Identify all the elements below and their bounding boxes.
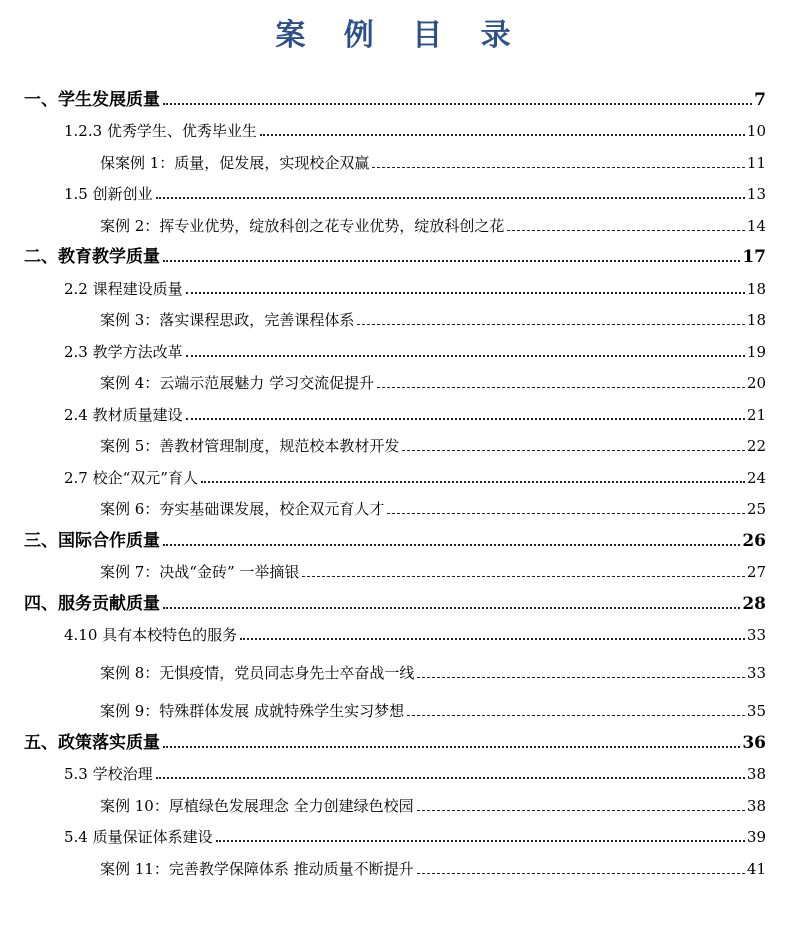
toc-entry-label: 案例 8：无惧疫情，党员同志身先士卒奋战一线 [100,664,415,682]
toc-entry-label: 案例 7：决战“金砖” 一举摘银 [100,563,300,581]
toc-entry-label: 案例 3：落实课程思政，完善课程体系 [100,311,355,329]
toc-page-number: 11 [746,153,766,172]
toc-leader [417,677,745,678]
toc-section-entry[interactable] [20,267,766,299]
toc-section-entry[interactable] [20,173,766,205]
toc-entry-label: 案例 10：厚植绿色发展理念 全力创建绿色校园 [100,796,414,815]
toc-entry-label: 案例 9：特殊群体发展 成就特殊学生实习梦想 [100,702,405,720]
toc-leader [156,777,745,779]
toc-entry-label: 1.2.3 优秀学生、优秀毕业生 [64,122,257,140]
toc-chapter-entry[interactable] [20,519,766,551]
toc-entry-label: 4.10 具有本校特色的服务 [64,626,238,644]
toc-leader [201,481,745,483]
toc-entry-label: 2.2 课程建设质量 [64,279,183,298]
toc-page-number: 21 [746,405,766,424]
toc-leader [186,355,745,357]
toc-page-number: 33 [746,626,766,644]
toc-page-number: 7 [754,89,766,110]
page-title: 案 例 目 录 [275,18,525,53]
toc-section-entry[interactable] [20,110,766,142]
toc-page-number: 10 [746,122,766,140]
toc-case-entry[interactable] [20,683,766,721]
toc-leader [163,746,740,748]
toc-case-entry[interactable] [20,847,766,879]
toc-leader [357,324,745,325]
toc-case-entry[interactable] [20,784,766,816]
toc-section-entry[interactable] [20,753,766,785]
toc-entry-label: 五、政策落实质量 [24,732,160,753]
toc-entry-label: 保案例 1：质量，促发展，实现校企双赢 [100,153,370,172]
toc-entry-label: 1.5 创新创业 [64,185,153,203]
toc-leader [372,167,745,168]
toc-page-number: 24 [746,468,766,487]
table-of-contents [20,78,766,879]
toc-entry-label: 5.3 学校治理 [64,765,153,783]
toc-page-number: 39 [746,828,766,846]
toc-page-number: 38 [746,796,766,815]
toc-chapter-entry[interactable] [20,78,766,110]
toc-entry-label: 5.4 质量保证体系建设 [64,828,213,846]
toc-page-number: 18 [746,279,766,298]
toc-page-number: 13 [746,185,766,203]
toc-section-entry[interactable] [20,816,766,848]
toc-page-number: 14 [746,216,766,235]
toc-entry-label: 一、学生发展质量 [24,89,160,110]
toc-page-number: 20 [746,374,766,392]
toc-page-number: 25 [746,500,766,518]
toc-leader [402,450,745,451]
toc-page-number: 41 [746,859,766,878]
toc-entry-label: 案例 11：完善教学保障体系 推动质量不断提升 [100,859,414,878]
toc-case-entry[interactable] [20,645,766,683]
toc-leader [163,544,740,546]
toc-entry-label: 案例 6：夯实基础课发展，校企双元育人才 [100,500,385,518]
toc-section-entry[interactable] [20,614,766,646]
toc-leader [156,197,745,199]
toc-entry-label: 二、教育教学质量 [24,247,160,267]
toc-entry-label: 案例 2：挥专业优势，绽放科创之花专业优势，绽放科创之花 [100,216,505,235]
toc-case-entry[interactable] [20,551,766,583]
toc-leader [186,418,745,420]
toc-page-number: 38 [746,765,766,783]
toc-leader [163,103,752,105]
toc-chapter-entry[interactable] [20,236,766,268]
toc-section-entry[interactable] [20,330,766,362]
toc-leader [260,134,745,136]
toc-entry-label: 案例 4：云端示范展魅力 学习交流促提升 [100,374,375,392]
toc-leader [216,840,745,842]
toc-case-entry[interactable] [20,425,766,457]
toc-entry-label: 2.3 教学方法改革 [64,342,183,361]
toc-page-number: 18 [746,311,766,329]
toc-case-entry[interactable] [20,141,766,173]
toc-chapter-entry[interactable] [20,721,766,753]
toc-page-number: 19 [746,342,766,361]
toc-page-number: 28 [742,593,766,614]
toc-leader [377,387,745,388]
toc-case-entry[interactable] [20,488,766,520]
toc-page-number: 36 [742,732,766,753]
toc-entry-label: 2.4 教材质量建设 [64,405,183,424]
toc-leader [417,810,745,811]
toc-case-entry[interactable] [20,299,766,331]
toc-page-number: 27 [746,563,766,581]
toc-leader [186,292,745,294]
toc-leader [387,513,745,514]
toc-leader [302,576,744,577]
toc-leader [240,638,745,640]
toc-leader [163,260,740,262]
toc-leader [407,715,745,716]
toc-case-entry[interactable] [20,204,766,236]
toc-leader [417,873,745,874]
toc-page-number: 35 [746,702,766,720]
toc-chapter-entry[interactable] [20,582,766,614]
toc-page-number: 22 [746,437,766,455]
toc-page-number: 33 [746,664,766,682]
toc-entry-label: 四、服务贡献质量 [24,593,160,614]
toc-section-entry[interactable] [20,393,766,425]
toc-entry-label: 三、国际合作质量 [24,530,160,551]
toc-entry-label: 2.7 校企“双元”育人 [64,468,198,487]
toc-case-entry[interactable] [20,362,766,394]
toc-leader [163,607,740,609]
toc-page-number: 26 [742,530,766,551]
toc-section-entry[interactable] [20,456,766,488]
toc-page-number: 17 [742,247,766,267]
toc-leader [507,230,745,231]
toc-entry-label: 案例 5：善教材管理制度，规范校本教材开发 [100,437,400,455]
